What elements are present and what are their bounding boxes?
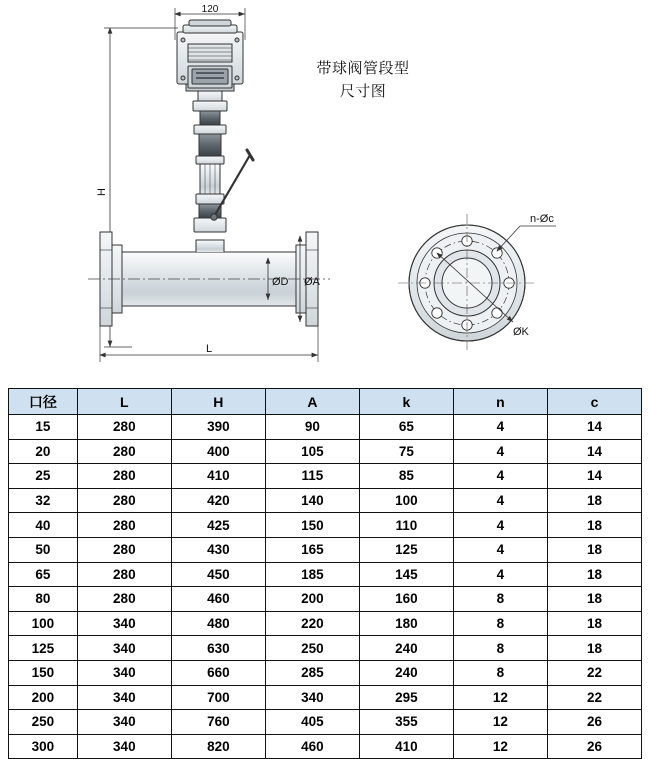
- table-row: [9, 636, 642, 661]
- table-cell: 85: [359, 464, 453, 489]
- table-cell: 340: [77, 660, 171, 685]
- table-cell: 630: [171, 636, 265, 661]
- table-cell: 250: [265, 636, 359, 661]
- table-cell: 220: [265, 611, 359, 636]
- table-cell: 12: [453, 710, 547, 735]
- table-cell: 12: [453, 685, 547, 710]
- table-cell: 280: [77, 415, 171, 440]
- table-cell: 405: [265, 710, 359, 735]
- table-cell: 14: [547, 415, 641, 440]
- table-cell: 105: [265, 439, 359, 464]
- dimension-table: [8, 388, 642, 759]
- col-header-0: 口径: [9, 389, 78, 415]
- table-cell: 300: [9, 734, 78, 759]
- table-cell: 460: [265, 734, 359, 759]
- table-cell: 8: [453, 611, 547, 636]
- table-cell: 14: [547, 439, 641, 464]
- table-cell: 140: [265, 488, 359, 513]
- table-cell: 340: [77, 611, 171, 636]
- col-header-4: k: [359, 389, 453, 415]
- table-cell: 280: [77, 537, 171, 562]
- table-cell: 280: [77, 439, 171, 464]
- label-dia-d: ØD: [272, 276, 289, 288]
- table-cell: 125: [359, 537, 453, 562]
- table-cell: 20: [9, 439, 78, 464]
- table-cell: 75: [359, 439, 453, 464]
- table-cell: 18: [547, 513, 641, 538]
- table-cell: 285: [265, 660, 359, 685]
- table-header-row: [9, 389, 642, 415]
- label-dia-a: ØA: [304, 276, 320, 288]
- table-row: [9, 537, 642, 562]
- table-cell: 410: [359, 734, 453, 759]
- table-row: [9, 415, 642, 440]
- table-cell: 340: [265, 685, 359, 710]
- table-cell: 4: [453, 562, 547, 587]
- table-cell: 22: [547, 660, 641, 685]
- table-cell: 450: [171, 562, 265, 587]
- col-header-5: n: [453, 389, 547, 415]
- table-cell: 340: [77, 710, 171, 735]
- table-cell: 4: [453, 513, 547, 538]
- table-cell: 14: [547, 464, 641, 489]
- table-cell: 8: [453, 636, 547, 661]
- flange-face-view: [398, 214, 556, 352]
- label-dia-k: ØK: [513, 326, 529, 338]
- table-cell: 115: [265, 464, 359, 489]
- table-cell: 26: [547, 734, 641, 759]
- table-row: [9, 611, 642, 636]
- table-cell: 410: [171, 464, 265, 489]
- table-cell: 200: [9, 685, 78, 710]
- table-cell: 430: [171, 537, 265, 562]
- label-height: H: [96, 188, 108, 196]
- table-cell: 240: [359, 660, 453, 685]
- table-cell: 280: [77, 562, 171, 587]
- table-row: [9, 513, 642, 538]
- table-cell: 460: [171, 587, 265, 612]
- table-cell: 110: [359, 513, 453, 538]
- table-cell: 90: [265, 415, 359, 440]
- table-cell: 100: [9, 611, 78, 636]
- table-cell: 40: [9, 513, 78, 538]
- table-cell: 700: [171, 685, 265, 710]
- table-row: [9, 734, 642, 759]
- table-cell: 390: [171, 415, 265, 440]
- table-cell: 80: [9, 587, 78, 612]
- label-length: L: [205, 343, 213, 355]
- table-cell: 18: [547, 537, 641, 562]
- table-cell: 18: [547, 611, 641, 636]
- table-cell: 25: [9, 464, 78, 489]
- table-cell: 185: [265, 562, 359, 587]
- table-cell: 820: [171, 734, 265, 759]
- valve-stem: [193, 91, 227, 232]
- table-cell: 340: [77, 636, 171, 661]
- table-cell: 4: [453, 464, 547, 489]
- table-cell: 26: [547, 710, 641, 735]
- table-cell: 760: [171, 710, 265, 735]
- table-cell: 425: [171, 513, 265, 538]
- table-cell: 22: [547, 685, 641, 710]
- pipe-body: [88, 240, 330, 306]
- table-row: [9, 710, 642, 735]
- table-cell: 4: [453, 415, 547, 440]
- table-cell: 8: [453, 587, 547, 612]
- table-cell: 340: [77, 685, 171, 710]
- table-cell: 240: [359, 636, 453, 661]
- table-cell: 100: [359, 488, 453, 513]
- table-row: [9, 660, 642, 685]
- label-top-width: 120: [201, 4, 219, 15]
- table-cell: 280: [77, 464, 171, 489]
- table-cell: 180: [359, 611, 453, 636]
- table-row: [9, 488, 642, 513]
- table-cell: 250: [9, 710, 78, 735]
- drawing-title-line2: 尺寸图: [339, 82, 387, 100]
- table-row: [9, 439, 642, 464]
- table-cell: 400: [171, 439, 265, 464]
- table-cell: 280: [77, 488, 171, 513]
- table-cell: 125: [9, 636, 78, 661]
- table-row: [9, 464, 642, 489]
- table-cell: 480: [171, 611, 265, 636]
- table-cell: 12: [453, 734, 547, 759]
- table-cell: 18: [547, 636, 641, 661]
- table-cell: 340: [77, 734, 171, 759]
- drawing-title: [288, 58, 438, 103]
- table-cell: 8: [453, 660, 547, 685]
- table-cell: 18: [547, 587, 641, 612]
- table-cell: 145: [359, 562, 453, 587]
- table-cell: 65: [9, 562, 78, 587]
- table-cell: 18: [547, 562, 641, 587]
- table-cell: 660: [171, 660, 265, 685]
- drawing-title-line1: 带球阀管段型: [316, 60, 410, 77]
- table-cell: 165: [265, 537, 359, 562]
- table-cell: 4: [453, 537, 547, 562]
- table-cell: 32: [9, 488, 78, 513]
- table-body: [9, 415, 642, 759]
- table-cell: 18: [547, 488, 641, 513]
- table-row: [9, 685, 642, 710]
- table-cell: 355: [359, 710, 453, 735]
- col-header-6: c: [547, 389, 641, 415]
- table-cell: 280: [77, 587, 171, 612]
- table-cell: 65: [359, 415, 453, 440]
- table-row: [9, 562, 642, 587]
- table-cell: 160: [359, 587, 453, 612]
- col-header-1: L: [77, 389, 171, 415]
- col-header-2: H: [171, 389, 265, 415]
- table-cell: 4: [453, 439, 547, 464]
- table-cell: 280: [77, 513, 171, 538]
- table-row: [9, 587, 642, 612]
- table-cell: 420: [171, 488, 265, 513]
- table-cell: 150: [9, 660, 78, 685]
- table-cell: 15: [9, 415, 78, 440]
- table-cell: 150: [265, 513, 359, 538]
- table-cell: 200: [265, 587, 359, 612]
- col-header-3: A: [265, 389, 359, 415]
- transmitter-housing: [177, 20, 243, 91]
- label-bolt-holes: n-Øc: [530, 213, 554, 225]
- table-cell: 50: [9, 537, 78, 562]
- table-cell: 295: [359, 685, 453, 710]
- table-cell: 4: [453, 488, 547, 513]
